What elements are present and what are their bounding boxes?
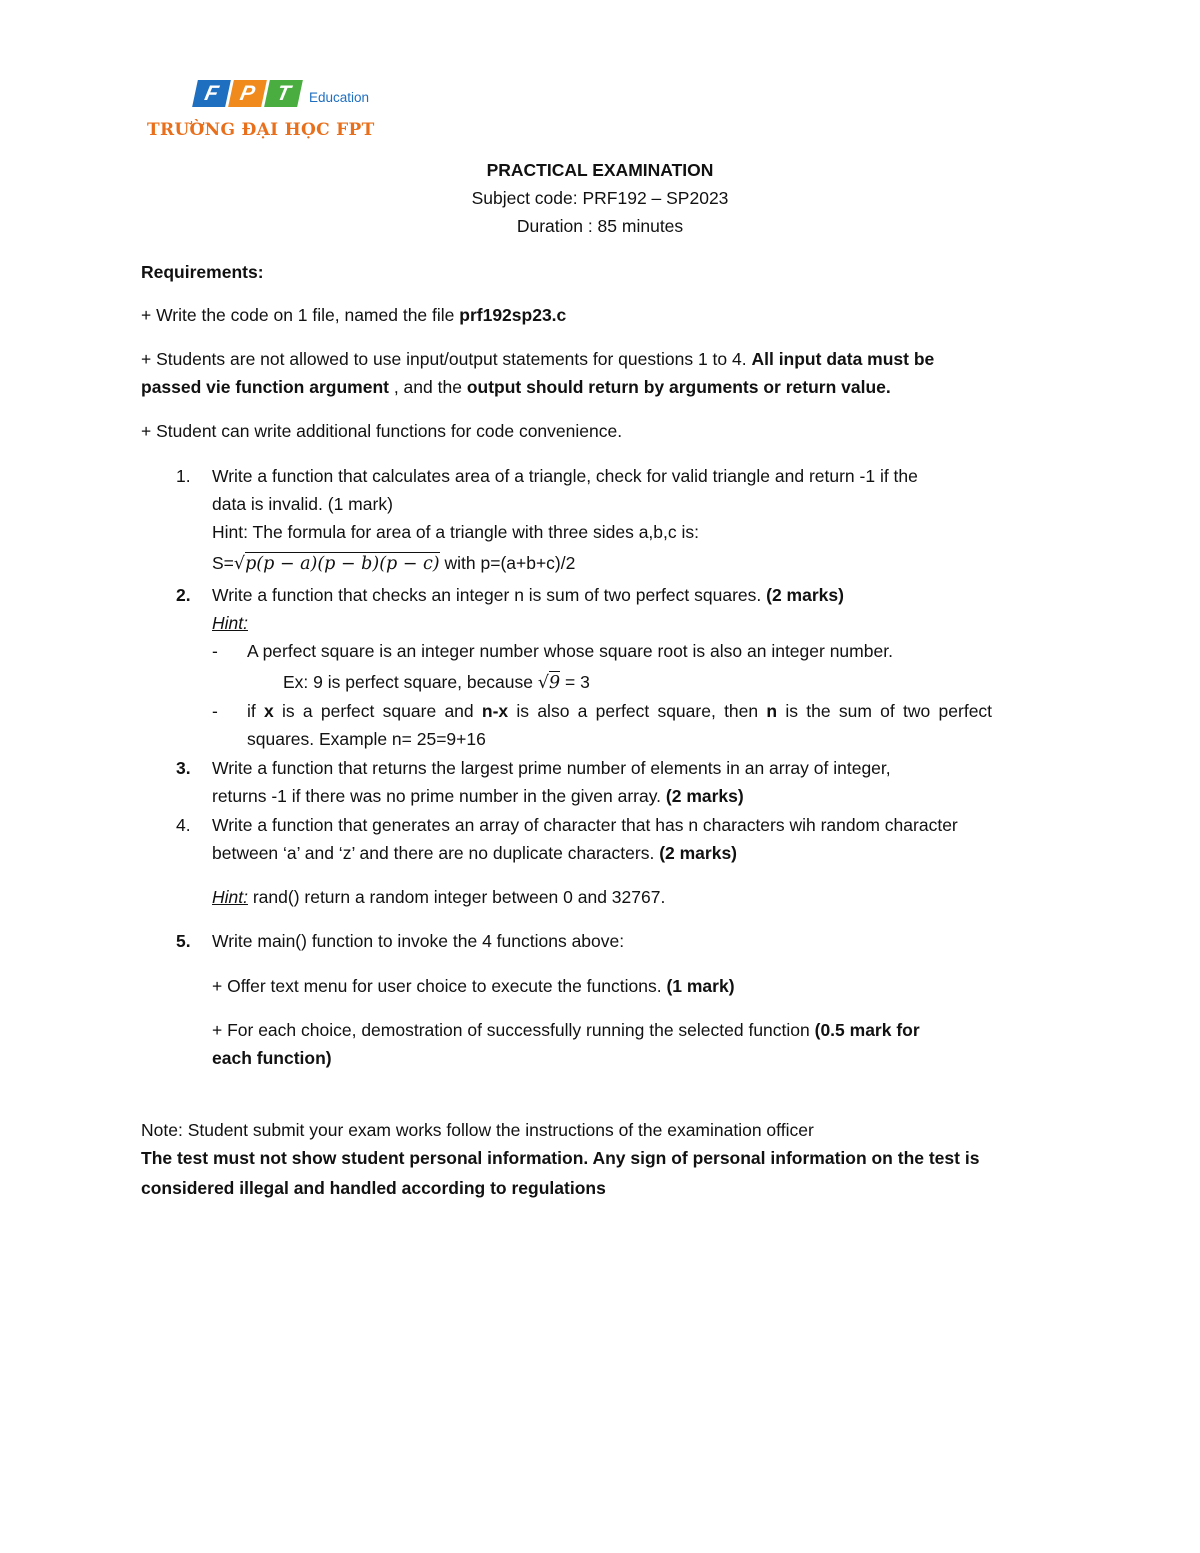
q2-text: Write a function that checks an integer n is sum of two perfect squares. bbox=[212, 585, 767, 605]
q2-line bbox=[212, 585, 844, 606]
q1-line-1: Write a function that calculates area of a triangle, check for valid triangle and return -1 if the bbox=[212, 466, 918, 486]
q4-hint-label: Hint: bbox=[212, 887, 248, 907]
logo-tile-f: F bbox=[192, 80, 231, 107]
q1-hint: Hint: The formula for area of a triangle with three sides a,b,c is: bbox=[212, 522, 699, 542]
q2-bullet-2 bbox=[247, 701, 992, 722]
file-name: prf192sp23.c bbox=[459, 305, 567, 325]
q2-b2-part-3: is also a perfect square, then bbox=[508, 701, 767, 721]
q2-marks: (2 marks) bbox=[766, 585, 844, 605]
q5-menu-text: + Offer text menu for user choice to execute the functions. bbox=[212, 976, 667, 996]
requirement-2-bold-1: All input data must be bbox=[751, 349, 935, 369]
requirement-1-text: + Write the code on 1 file, named the file bbox=[141, 305, 460, 325]
requirements-heading: Requirements: bbox=[141, 262, 264, 282]
subject-code: Subject code: PRF192 – SP2023 bbox=[471, 188, 729, 208]
q5-each-text: + For each choice, demostration of successfully running the selected function bbox=[212, 1020, 815, 1040]
q4-hint bbox=[212, 887, 665, 908]
q2-number: 2. bbox=[176, 585, 191, 605]
requirement-1 bbox=[141, 305, 566, 326]
q1-formula bbox=[212, 553, 575, 574]
q3-line-2 bbox=[212, 786, 744, 807]
q2-dash-2: - bbox=[212, 701, 218, 721]
exam-title: PRACTICAL EXAMINATION bbox=[486, 160, 714, 180]
q4-text: between ‘a’ and ‘z’ and there are no duplicate characters. bbox=[212, 843, 660, 863]
q3-marks: (2 marks) bbox=[665, 786, 744, 806]
q2-b2-x: x bbox=[264, 701, 274, 721]
q5-menu bbox=[212, 976, 735, 997]
q2-b2-part-4: is the sum of two perfect bbox=[777, 701, 993, 721]
note-bold-2: considered illegal and handled according to regulations bbox=[141, 1178, 606, 1198]
requirement-2-bold-3: output should return by arguments or return value. bbox=[466, 377, 891, 397]
sqrt-sign: √ bbox=[537, 673, 550, 693]
q2-b2-nx: n-x bbox=[481, 701, 509, 721]
q5-each bbox=[212, 1020, 920, 1041]
q2-b2-n: n bbox=[766, 701, 778, 721]
q4-marks: (2 marks) bbox=[659, 843, 738, 863]
q5-each-marks-2: each function) bbox=[212, 1048, 332, 1068]
q2-b2-part-2: is a perfect square and bbox=[273, 701, 482, 721]
q2-example-prefix: Ex: 9 is perfect square, because bbox=[283, 672, 538, 692]
q5-number: 5. bbox=[176, 931, 191, 951]
q1-formula-prefix: S= bbox=[212, 553, 234, 573]
q2-example-root: 9 bbox=[549, 673, 561, 693]
q3-line-1: Write a function that returns the largest prime number of elements in an array of integer, bbox=[212, 758, 891, 778]
requirement-2-line-1 bbox=[141, 349, 934, 370]
logo-tile-t: T bbox=[264, 80, 303, 107]
q5-menu-marks: (1 mark) bbox=[666, 976, 735, 996]
q2-bullet-1: A perfect square is an integer number whose square root is also an integer number. bbox=[247, 641, 893, 661]
logo-tile-p: P bbox=[228, 80, 267, 107]
fpt-logo bbox=[147, 80, 375, 140]
requirement-2-text: + Students are not allowed to use input/output statements for questions 1 to 4. bbox=[141, 349, 752, 369]
q1-formula-root: p(p − a)(p − b)(p − c) bbox=[245, 554, 440, 574]
q1-formula-suffix: with p=(a+b+c)/2 bbox=[439, 553, 576, 573]
logo-university: TRƯỜNG ĐẠI HỌC FPT bbox=[147, 120, 375, 140]
q2-hint-label: Hint: bbox=[212, 613, 248, 633]
q2-example bbox=[283, 672, 590, 693]
q2-b2-part-1: if bbox=[247, 701, 265, 721]
duration: Duration : 85 minutes bbox=[516, 216, 684, 236]
q1-number: 1. bbox=[176, 466, 191, 486]
q4-number: 4. bbox=[176, 815, 191, 835]
note-bold-1: The test must not show student personal information. Any sign of personal information on the test is bbox=[141, 1148, 980, 1168]
q4-line-1: Write a function that generates an array of character that has n characters wih random character bbox=[212, 815, 958, 835]
sqrt-sign: √ bbox=[233, 554, 246, 574]
q1-line-2: data is invalid. (1 mark) bbox=[212, 494, 393, 514]
requirement-2-line-2 bbox=[141, 377, 891, 398]
q2-bullet-2-line-2: squares. Example n= 25=9+16 bbox=[247, 729, 486, 749]
note-line: Note: Student submit your exam works follow the instructions of the examination officer bbox=[141, 1120, 814, 1140]
q3-text: returns -1 if there was no prime number in the given array. bbox=[212, 786, 666, 806]
requirement-2-text-2: , and the bbox=[388, 377, 467, 397]
q4-hint-text: rand() return a random integer between 0 and 32767. bbox=[247, 887, 666, 907]
q5-each-marks-1: (0.5 mark for bbox=[814, 1020, 920, 1040]
q4-line-2 bbox=[212, 843, 737, 864]
q2-example-suffix: = 3 bbox=[560, 672, 590, 692]
q3-number: 3. bbox=[176, 758, 191, 778]
q2-dash-1: - bbox=[212, 641, 218, 661]
requirement-2-bold-2: passed vie function argument bbox=[141, 377, 389, 397]
q5-line-1: Write main() function to invoke the 4 functions above: bbox=[212, 931, 625, 951]
requirement-3: + Student can write additional functions for code convenience. bbox=[141, 421, 623, 441]
logo-education: Education bbox=[309, 90, 370, 105]
